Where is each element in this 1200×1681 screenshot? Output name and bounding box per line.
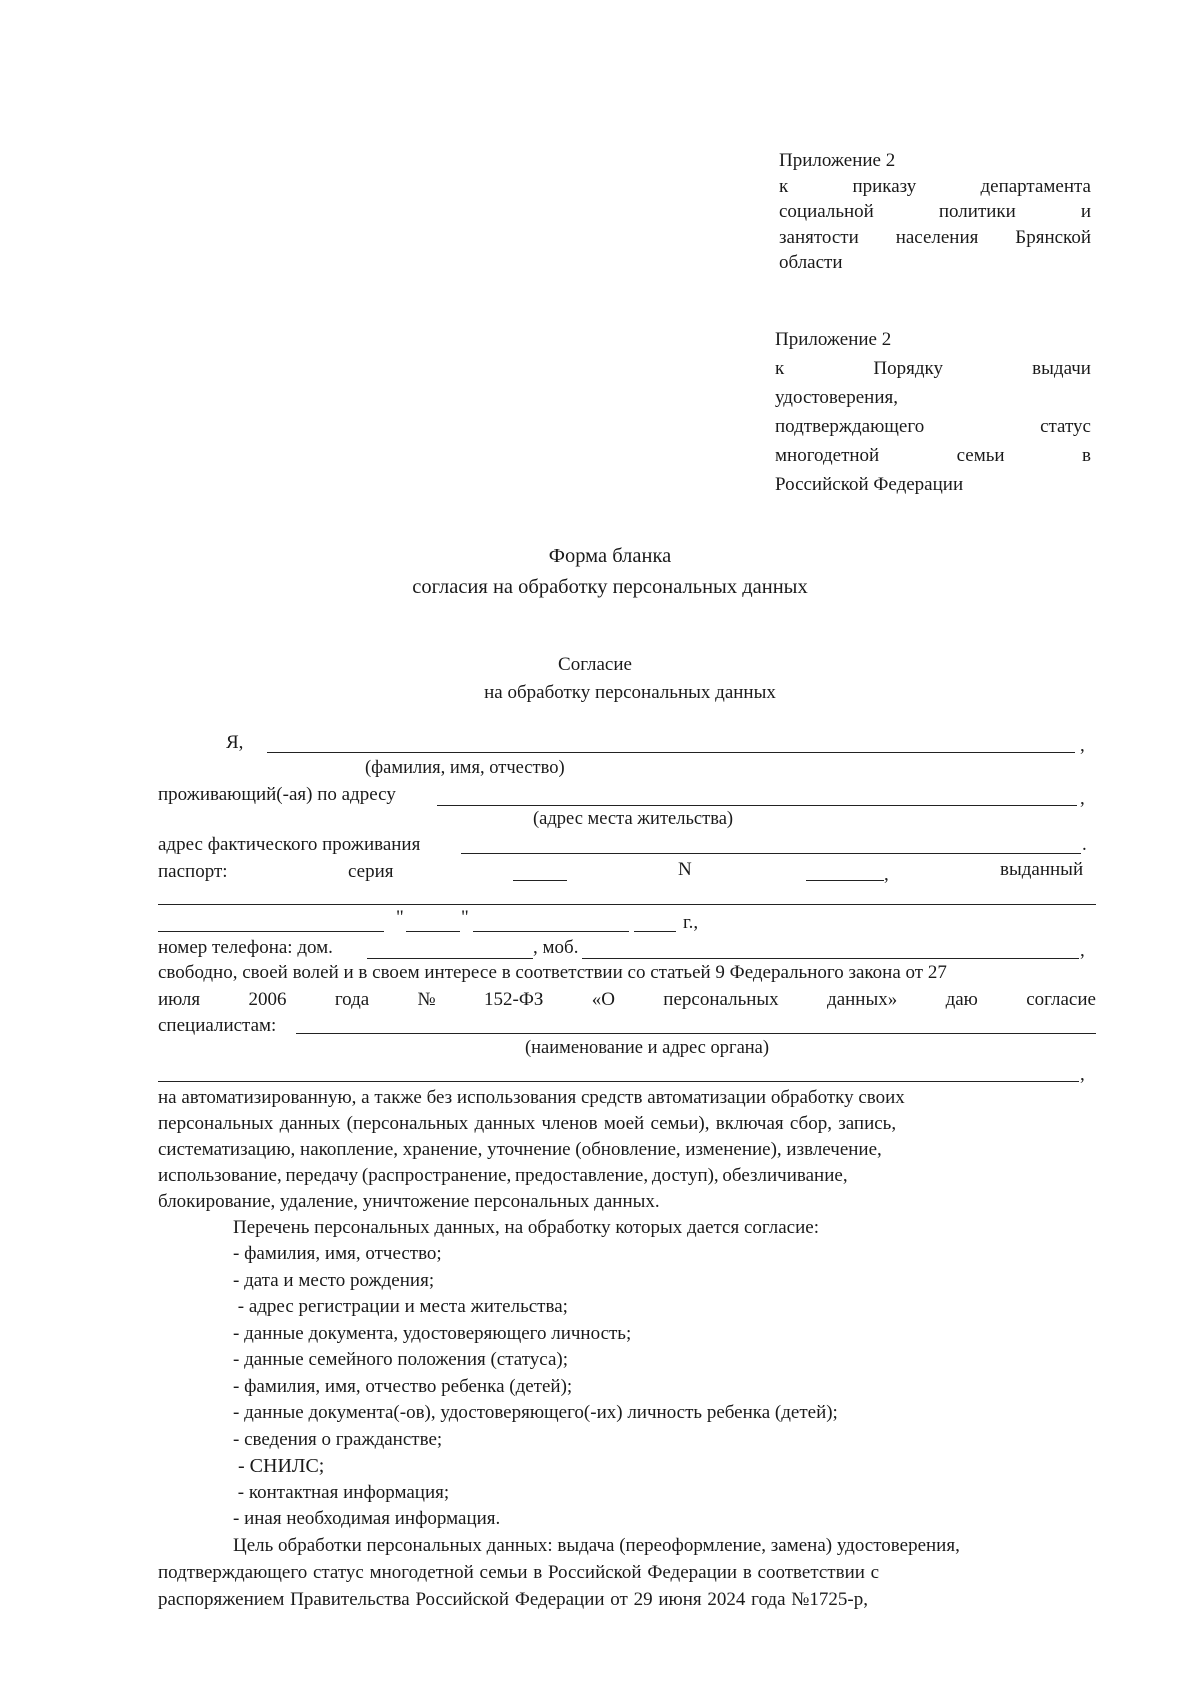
processing-line: на автоматизированную, а также без использования средств автоматизации обработку своих xyxy=(158,1087,905,1108)
date-year-field[interactable] xyxy=(634,931,676,932)
purpose-line: Цель обработки персональных данных: выдача (переоформление, замена) удостоверения, xyxy=(233,1535,960,1556)
phone-comma: , xyxy=(1080,940,1085,961)
list-item: - фамилия, имя, отчество; xyxy=(233,1243,442,1264)
appendix-procedure-line: многодетной семьи в xyxy=(775,445,1091,466)
list-item: - дата и место рождения; xyxy=(233,1269,435,1291)
appendix-procedure-line: подтверждающего статус xyxy=(775,416,1091,437)
series-field[interactable] xyxy=(513,880,567,881)
issued-by-field[interactable] xyxy=(158,904,1096,905)
date-month-field[interactable] xyxy=(473,931,629,932)
list-item: - контактная информация; xyxy=(233,1481,450,1503)
processing-line: блокирование, удаление, уничтожение персональных данных. xyxy=(158,1191,660,1212)
appendix-procedure-block xyxy=(775,325,1091,499)
processing-line: использование, передачу (распространение, предоставление, доступ), обезличивание, xyxy=(158,1165,848,1186)
consent-statement xyxy=(158,960,1096,1040)
series-label: серия xyxy=(348,861,394,882)
form-title xyxy=(300,541,920,603)
organ-field[interactable] xyxy=(158,1081,1079,1082)
list-item: - иная необходимая информация. xyxy=(233,1508,501,1529)
consent-title xyxy=(440,651,820,707)
fio-caption: (фамилия, имя, отчество) xyxy=(365,758,565,778)
consent-title-line: Согласие xyxy=(558,654,632,675)
processing-paragraph xyxy=(158,1085,1096,1215)
appendix-procedure-title: Приложение 2 xyxy=(775,329,892,350)
appendix-procedure-line: к Порядку выдачи xyxy=(775,358,1091,379)
appendix-order-line: к приказу департамента xyxy=(779,175,1091,197)
appendix-order-line: области xyxy=(779,252,843,273)
list-item: - данные документа, удостоверяющего личность; xyxy=(233,1322,632,1344)
form-title-line: согласия на обработку персональных данных xyxy=(412,576,808,598)
home-phone-field[interactable] xyxy=(367,958,533,959)
appendix-procedure-line: удостоверения, xyxy=(775,387,898,408)
mobile-label: , моб. xyxy=(533,937,579,958)
fio-comma: , xyxy=(1080,735,1085,756)
number-label: N xyxy=(678,859,692,880)
number-comma: , xyxy=(884,864,889,885)
fio-field[interactable] xyxy=(267,752,1075,753)
purpose-paragraph xyxy=(158,1532,1098,1613)
organ-comma: , xyxy=(1080,1064,1085,1085)
appendix-order-line: социальной политики и xyxy=(779,201,1091,222)
date-open-quote: " xyxy=(396,907,404,928)
i-label: Я, xyxy=(226,732,244,753)
consent-statement-line: свободно, своей волей и в своем интересе в соответствии со статьей 9 Федерального закона от 27 xyxy=(158,962,947,983)
year-suffix: г., xyxy=(683,912,699,933)
list-item: - СНИЛС; xyxy=(233,1455,325,1477)
appendix-procedure-line: Российской Федерации xyxy=(775,474,964,495)
address-comma: , xyxy=(1080,788,1085,809)
processing-line: систематизацию, накопление, хранение, уточнение (обновление, изменение), извлечение, xyxy=(158,1139,882,1160)
list-item: - фамилия, имя, отчество ребенка (детей); xyxy=(233,1375,573,1397)
list-item: - сведения о гражданстве; xyxy=(233,1428,443,1450)
passport-label: паспорт: xyxy=(158,861,228,882)
number-field[interactable] xyxy=(806,880,884,881)
list-item: - данные документа(-ов), удостоверяющего(-их) личность ребенка (детей); xyxy=(233,1402,838,1423)
address-field[interactable] xyxy=(437,805,1077,806)
purpose-line: распоряжением Правительства Российской Федерации от 29 июня 2024 года №1725-р, xyxy=(158,1589,868,1610)
appendix-order-line: занятости населения Брянской xyxy=(779,226,1091,248)
specialists-label: специалистам: xyxy=(158,1015,277,1036)
appendix-order-title: Приложение 2 xyxy=(779,150,896,171)
issued-by-continued-field[interactable] xyxy=(158,931,384,932)
purpose-line: подтверждающего статус многодетной семьи в Российской Федерации в соответствии с xyxy=(158,1562,880,1583)
issued-label: выданный xyxy=(1000,859,1084,880)
address-caption: (адрес места жительства) xyxy=(533,809,734,829)
consent-statement-line: июля 2006 года № 152-ФЗ «О персональных данных» даю согласие xyxy=(158,988,1096,1010)
processing-line: персональных данных (персональных данных членов моей семьи), включая сбор, запись, xyxy=(158,1113,897,1134)
list-item: - данные семейного положения (статуса); xyxy=(233,1349,568,1370)
date-day-field[interactable] xyxy=(406,931,460,932)
consent-title-line: на обработку персональных данных xyxy=(484,682,776,703)
actual-address-period: . xyxy=(1082,834,1087,855)
phone-label: номер телефона: дом. xyxy=(158,937,333,958)
actual-address-field[interactable] xyxy=(461,853,1081,854)
appendix-order-block xyxy=(779,148,1091,276)
address-label: проживающий(-ая) по адресу xyxy=(158,784,396,805)
data-list xyxy=(233,1241,838,1533)
form-title-line: Форма бланка xyxy=(548,545,672,567)
date-close-quote: " xyxy=(461,907,469,928)
mobile-phone-field[interactable] xyxy=(582,958,1079,959)
specialists-field[interactable] xyxy=(296,1033,1096,1034)
actual-address-label: адрес фактического проживания xyxy=(158,834,421,855)
data-list-intro: Перечень персональных данных, на обработку которых дается согласие: xyxy=(233,1217,819,1238)
organ-caption: (наименование и адрес органа) xyxy=(525,1038,770,1058)
list-item: - адрес регистрации и места жительства; xyxy=(233,1296,568,1317)
